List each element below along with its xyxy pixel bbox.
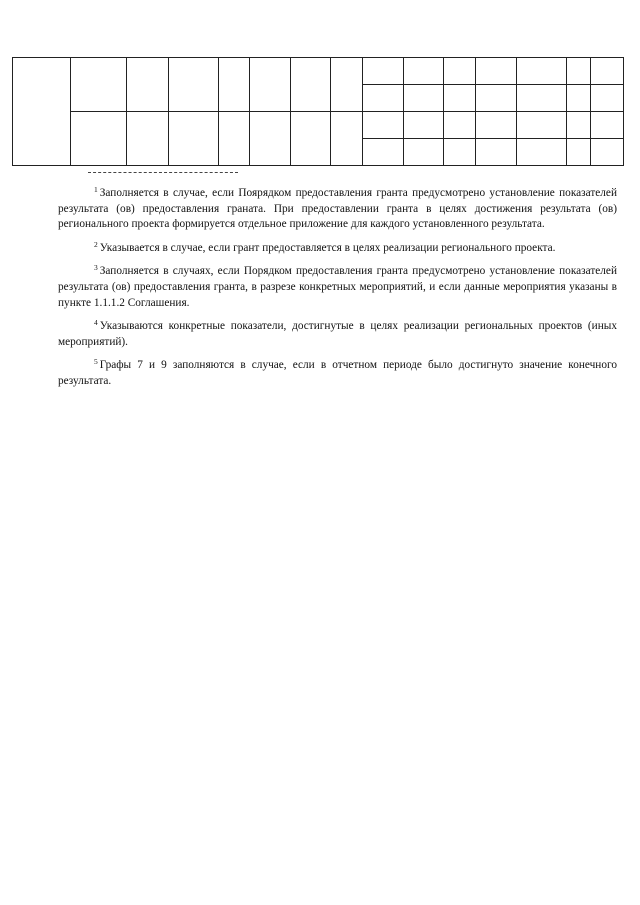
table-cell — [70, 112, 127, 166]
table-cell — [363, 58, 404, 85]
table-cell — [219, 112, 250, 166]
footnote-mark: 2 — [94, 239, 98, 249]
table-cell — [517, 85, 567, 112]
table-cell — [290, 112, 331, 166]
report-table — [12, 57, 624, 166]
table-cell — [403, 112, 444, 139]
footnote-text: Указываются конкретные показатели, достигнутые в целях реализации региональных проектов (иных мероприятий). — [58, 320, 617, 348]
footnote-mark: 1 — [94, 185, 98, 194]
table-cell — [403, 85, 444, 112]
table-cell — [567, 58, 591, 85]
footnote-mark: 3 — [94, 263, 98, 273]
table-cell — [567, 85, 591, 112]
footnote-text: Заполняется в случаях, если Порядком предоставления гранта предусмотрено установление показателей результата (ов) предоставления гранта, в разрезе конкретных мероприятий, и если данные мероприятия указаны в пункте 1.1.1.2 Соглашения. — [58, 265, 617, 309]
table-cell — [403, 58, 444, 85]
table-cell — [476, 85, 517, 112]
table-cell — [517, 112, 567, 139]
footnote-mark: 4 — [94, 318, 98, 328]
footnote-3 — [58, 264, 617, 311]
table-cell — [363, 85, 404, 112]
table-row — [13, 112, 624, 139]
table-row — [13, 58, 624, 85]
table-cell — [590, 139, 623, 166]
table-cell — [331, 112, 363, 166]
footnote-separator — [88, 172, 238, 173]
footnote-5 — [58, 358, 617, 389]
table-cell — [168, 58, 218, 112]
footnote-text: Указывается в случае, если грант предоставляется в целях реализации регионального проекта. — [99, 241, 556, 254]
table-cell — [517, 139, 567, 166]
table-cell — [444, 58, 476, 85]
table-cell — [13, 58, 71, 166]
table-cell — [444, 139, 476, 166]
footnote-4 — [58, 319, 617, 350]
table-cell — [444, 85, 476, 112]
table-cell — [567, 139, 591, 166]
table-cell — [168, 112, 218, 166]
table-cell — [476, 58, 517, 85]
table-cell — [127, 58, 169, 112]
table-cell — [444, 112, 476, 139]
footnote-text: Графы 7 и 9 заполняются в случае, если в отчетном периоде было достигнуто значение конечного результата. — [58, 359, 617, 387]
table-cell — [250, 112, 291, 166]
table-cell — [363, 139, 404, 166]
table-cell — [403, 139, 444, 166]
table-cell — [590, 58, 623, 85]
footnote-mark: 5 — [94, 357, 98, 367]
footnotes — [58, 186, 617, 398]
table-cell — [476, 139, 517, 166]
table-cell — [590, 112, 623, 139]
footnote-1 — [58, 186, 617, 233]
table-cell — [567, 112, 591, 139]
footnote-2 — [58, 241, 617, 257]
table-cell — [590, 85, 623, 112]
table-cell — [70, 58, 127, 112]
table-cell — [331, 58, 363, 112]
table-cell — [290, 58, 331, 112]
table-cell — [250, 58, 291, 112]
table-cell — [127, 112, 169, 166]
footnote-text: Заполняется в случае, если Поярядком предоставления гранта предусмотрено установление показателей результата (ов) предоставления граната. При предоставлении гранта в целях достижения результата (ов) регионального проекта формируется отдельное приложение для каждого установленного результата. — [58, 187, 617, 231]
table-cell — [517, 58, 567, 85]
table-cell — [363, 112, 404, 139]
table-cell — [476, 112, 517, 139]
table-cell — [219, 58, 250, 112]
